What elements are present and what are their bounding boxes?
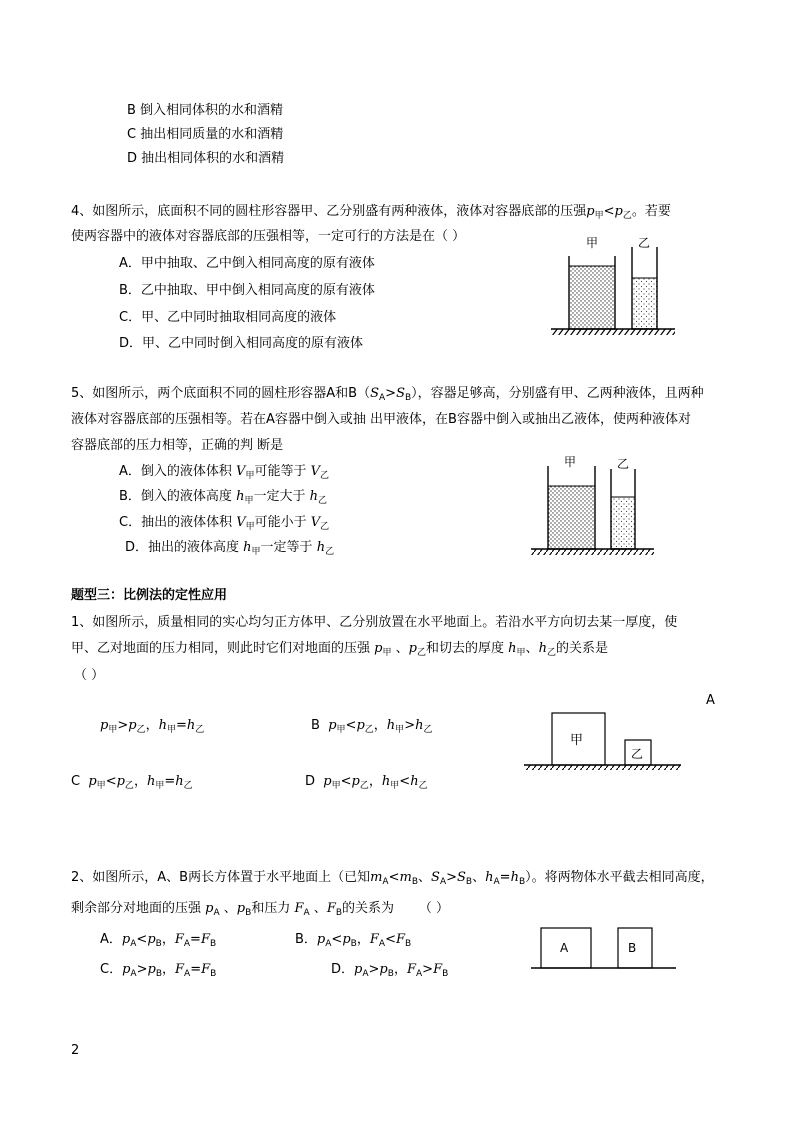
q4-liquid-yi (632, 278, 657, 329)
s3q1-label-a: A (706, 693, 715, 708)
s3q1-ground (524, 765, 681, 770)
q4-figure (551, 236, 675, 335)
q5-stem-line2: 液体对容器底部的压强相等。若在A容器中倒入或抽 出甲液体，在B容器中倒入或抽出乙液体，使两种液体对 (71, 412, 691, 427)
q5-ground (531, 549, 654, 555)
s3q1-cube-yi-label: 乙 (631, 747, 644, 761)
s3q2-block-a-label: A (560, 941, 569, 955)
s3q1-figure (524, 713, 681, 770)
s3q1-stem-line2: 甲、乙对地面的压力相同，则此时它们对地面的压强 $p_甲$ 、$p_乙$和切去的厚度 $h_甲$、$h_乙$的关系是 (71, 641, 608, 658)
q4-label-jia: 甲 (586, 236, 599, 250)
s3q2-stem-line2: 剩余部分对地面的压强 $p_A$ 、$p_B$和压力 $F_A$ 、$F_B$的关系为 （ ） (71, 901, 449, 918)
q4-option-c: C．甲、乙中同时抽取相同高度的液体 (119, 310, 337, 325)
q5-label-yi: 乙 (617, 457, 630, 471)
s3q1-option-d: D $p_甲<p_乙$，$h_甲<h_乙$ (305, 774, 428, 791)
s3q1-cube-jia-label: 甲 (570, 733, 584, 748)
q4-option-d: D．甲、乙中同时倒入相同高度的原有液体 (119, 336, 364, 351)
q5-option-b: B．倒入的液体高度 $h_甲$一定大于 $h_乙$ (119, 489, 327, 506)
s3q2-option-d: D．$p_A>p_B$，$F_A>F_B$ (331, 962, 449, 979)
s3q2-option-a: A．$p_A<p_B$，$F_A=F_B$ (100, 932, 217, 949)
s3q1-option-c: C $p_甲<p_乙$，$h_甲=h_乙$ (71, 774, 193, 791)
q4-ground (551, 329, 675, 335)
q4-stem-line1: 4、如图所示，底面积不同的圆柱形容器甲、乙分别盛有两种液体，液体对容器底部的压强$p_甲<p_乙$。若要 (71, 204, 671, 221)
q5-option-d: D．抽出的液体高度 $h_甲$一定等于 $h_乙$ (125, 540, 335, 557)
s3q1-answer-paren: （ ） (74, 668, 105, 683)
option-b: B 倒入相同体积的水和酒精 (127, 103, 284, 118)
s3q2-option-b: B．$p_A<p_B$，$F_A<F_B$ (295, 932, 412, 949)
option-d: D 抽出相同体积的水和酒精 (127, 151, 285, 166)
section-heading: 题型三：比例法的定性应用 (71, 588, 228, 603)
q5-figure (531, 455, 654, 555)
q5-stem-line3: 容器底部的压力相等，正确的判 断是 (71, 438, 284, 453)
q5-stem-line1: 5、如图所示，两个底面积不同的圆柱形容器A和$B(S_A>S_B)$，容器足够高，分别盛有甲、乙两种液体，且两种 (71, 386, 704, 403)
s3q2-figure (531, 928, 676, 968)
q4-option-a: A．甲中抽取、乙中倒入相同高度的原有液体 (119, 256, 375, 271)
q5-option-c: C．抽出的液体体积 $V_甲$可能小于 $V_乙$ (119, 515, 330, 532)
s3q1-option-b: B $p_甲<p_乙$，$h_甲>h_乙$ (311, 718, 433, 735)
q4-liquid-jia (569, 266, 615, 329)
s3q2-stem-line1: 2、如图所示，A、B两长方体置于水平地面上（已知$m_A<m_B$、$S_A>S_B$、$h_A=h_B$）。将两物体水平截去相同高度， (71, 870, 714, 887)
q4-stem-line2: 使两容器中的液体对容器底部的压强相等，一定可行的方法是在（ ） (71, 229, 466, 244)
option-c: C 抽出相同质量的水和酒精 (127, 127, 284, 142)
q5-liquid-jia (548, 486, 595, 549)
q5-option-a: A．倒入的液体体积 $V_甲$可能等于 $V_乙$ (119, 464, 330, 481)
q5-liquid-yi (611, 497, 635, 549)
page-number: 2 (71, 1043, 80, 1058)
q4-label-yi: 乙 (638, 236, 651, 250)
q5-label-jia: 甲 (564, 455, 577, 469)
s3q1-option-a: $p_甲>p_乙$，$h_甲=h_乙$ (100, 718, 205, 735)
s3q2-block-b-label: B (628, 941, 637, 955)
s3q1-stem-line1: 1、如图所示，质量相同的实心均匀正方体甲、乙分别放置在水平地面上。若沿水平方向切去某一厚度，使 (71, 615, 678, 630)
q4-option-b: B．乙中抽取、甲中倒入相同高度的原有液体 (119, 283, 375, 298)
s3q2-option-c: C．$p_A>p_B$，$F_A=F_B$ (100, 962, 217, 979)
